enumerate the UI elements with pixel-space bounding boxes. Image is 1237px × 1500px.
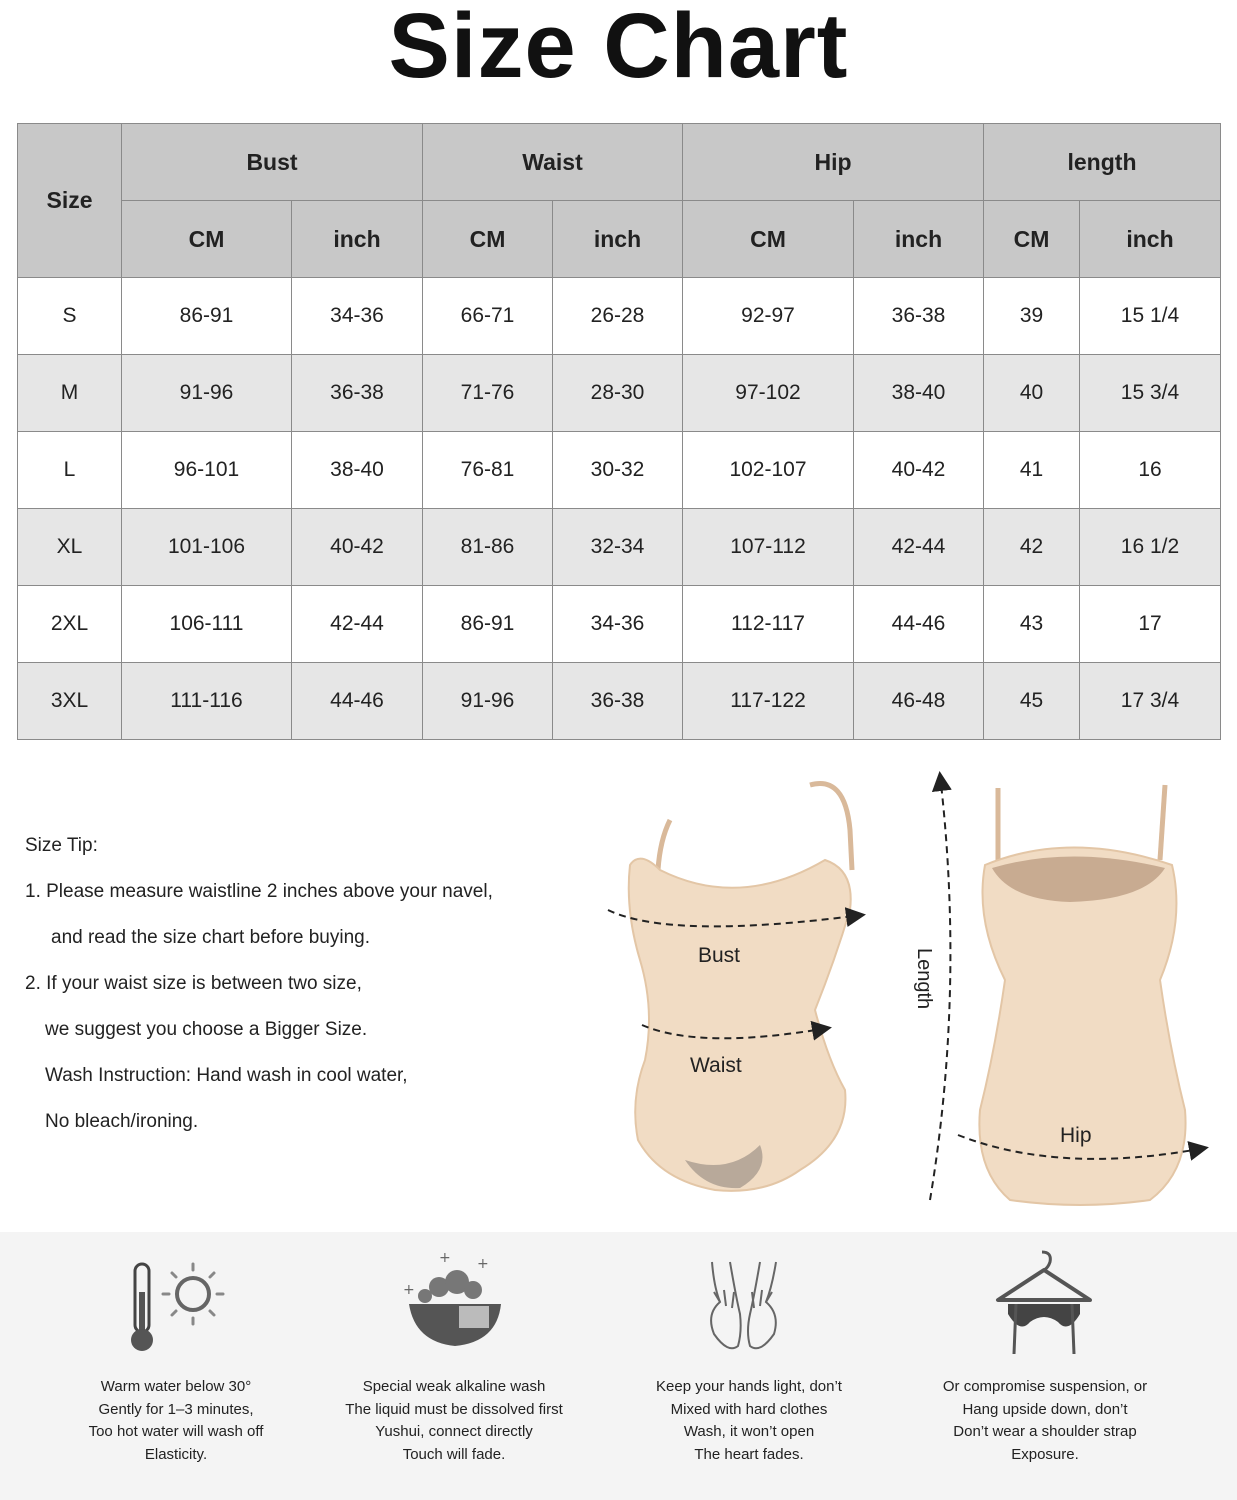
size-cell: 3XL [18, 663, 122, 740]
table-row [18, 278, 1221, 355]
measurement-cell: 42 [984, 509, 1080, 586]
measurement-cell: 42-44 [292, 586, 423, 663]
bust-label: Bust [698, 944, 741, 967]
measurement-cell: 26-28 [553, 278, 683, 355]
measurement-cell: 76-81 [423, 432, 553, 509]
svg-text:+: + [477, 1256, 489, 1272]
table-row [18, 663, 1221, 740]
tips-heading: Size Tip: [25, 835, 98, 856]
measurement-cell: 101-106 [122, 509, 292, 586]
measurement-cell: 107-112 [683, 509, 854, 586]
length-header: length [984, 124, 1221, 201]
unit-header: inch [1080, 201, 1221, 278]
unit-header: inch [553, 201, 683, 278]
measurement-cell: 97-102 [683, 355, 854, 432]
care-text: Or compromise suspension, or Hang upside down, don’t Don’t wear a shoulder strap Exposure. [942, 1378, 1148, 1463]
thermometer-sun-icon [111, 1242, 241, 1362]
hip-label: Hip [1060, 1124, 1092, 1147]
wash-basin-icon [389, 1242, 519, 1362]
measurement-cell: 43 [984, 586, 1080, 663]
measurement-cell: 15 1/4 [1080, 278, 1221, 355]
hip-header: Hip [683, 124, 984, 201]
measurement-cell: 40-42 [292, 509, 423, 586]
measurement-cell: 36-38 [553, 663, 683, 740]
size-cell: S [18, 278, 122, 355]
wash-instruction: Wash Instruction: Hand wash in cool water, [45, 1065, 408, 1086]
waist-header: Waist [423, 124, 683, 201]
wash-instruction: No bleach/ironing. [45, 1111, 199, 1132]
measurement-cell: 16 [1080, 432, 1221, 509]
care-item [26, 1232, 326, 1500]
measurement-cell: 34-36 [553, 586, 683, 663]
measurement-cell: 45 [984, 663, 1080, 740]
measurement-cell: 92-97 [683, 278, 854, 355]
measurement-cell: 40 [984, 355, 1080, 432]
measurement-cell: 42-44 [854, 509, 984, 586]
unit-header: CM [423, 201, 553, 278]
measurement-figure [600, 770, 1230, 1210]
size-cell: L [18, 432, 122, 509]
table-row [18, 355, 1221, 432]
tip-line: we suggest you choose a Bigger Size. [45, 1019, 368, 1040]
measurement-cell: 17 3/4 [1080, 663, 1221, 740]
unit-header: inch [854, 201, 984, 278]
measurement-cell: 86-91 [423, 586, 553, 663]
measurement-cell: 30-32 [553, 432, 683, 509]
measurement-cell: 36-38 [292, 355, 423, 432]
measurement-cell: 38-40 [292, 432, 423, 509]
care-text: Warm water below 30° Gently for 1–3 minutes, Too hot water will wash off Elasticity. [88, 1378, 264, 1463]
measurement-cell: 36-38 [854, 278, 984, 355]
measurement-cell: 81-86 [423, 509, 553, 586]
measurement-cell: 15 3/4 [1080, 355, 1221, 432]
table-row [18, 586, 1221, 663]
care-instructions [0, 1232, 1237, 1500]
measurement-cell: 17 [1080, 586, 1221, 663]
measurement-cell: 91-96 [122, 355, 292, 432]
measurement-cell: 38-40 [854, 355, 984, 432]
size-cell: M [18, 355, 122, 432]
measurement-cell: 111-116 [122, 663, 292, 740]
measurement-cell: 44-46 [292, 663, 423, 740]
care-text: Special weak alkaline wash The liquid must be dissolved first Yushui, connect directly Touch will fade. [345, 1378, 563, 1463]
unit-header: inch [292, 201, 423, 278]
bust-header: Bust [122, 124, 423, 201]
measurement-cell: 106-111 [122, 586, 292, 663]
measurement-cell: 32-34 [553, 509, 683, 586]
measurement-cell: 41 [984, 432, 1080, 509]
measurement-cell: 46-48 [854, 663, 984, 740]
measurement-cell: 66-71 [423, 278, 553, 355]
measurement-cell: 96-101 [122, 432, 292, 509]
size-chart-table [17, 123, 1221, 740]
measurement-cell: 39 [984, 278, 1080, 355]
measurement-cell: 112-117 [683, 586, 854, 663]
table-row [18, 432, 1221, 509]
page-title: Size Chart [388, 0, 849, 97]
size-cell: 2XL [18, 586, 122, 663]
tip-line: 2. If your waist size is between two size, [25, 973, 362, 994]
size-header: Size [18, 124, 122, 278]
care-text: Keep your hands light, don’t Mixed with hard clothes Wash, it won’t open The heart fades. [656, 1378, 842, 1463]
bodysuit-front-image [629, 783, 852, 1190]
measurement-cell: 28-30 [553, 355, 683, 432]
measurement-cell: 86-91 [122, 278, 292, 355]
measurement-cell: 44-46 [854, 586, 984, 663]
tip-line: 1. Please measure waistline 2 inches above your navel, [25, 881, 493, 902]
unit-header: CM [122, 201, 292, 278]
svg-text:+: + [439, 1250, 451, 1266]
length-label: Length [913, 948, 935, 1010]
care-item [599, 1232, 899, 1500]
measurement-cell: 40-42 [854, 432, 984, 509]
unit-header: CM [683, 201, 854, 278]
unit-header: CM [984, 201, 1080, 278]
care-item [895, 1232, 1195, 1500]
tip-line: and read the size chart before buying. [51, 927, 370, 948]
measurement-cell: 16 1/2 [1080, 509, 1221, 586]
measurement-cell: 102-107 [683, 432, 854, 509]
measurement-cell: 34-36 [292, 278, 423, 355]
measurement-cell: 71-76 [423, 355, 553, 432]
hands-icon [684, 1242, 814, 1362]
size-cell: XL [18, 509, 122, 586]
measurement-cell: 91-96 [423, 663, 553, 740]
svg-text:+: + [403, 1282, 415, 1298]
hanger-icon [980, 1242, 1110, 1362]
waist-label: Waist [690, 1054, 742, 1077]
measurement-cell: 117-122 [683, 663, 854, 740]
care-item [304, 1232, 604, 1500]
table-row [18, 509, 1221, 586]
